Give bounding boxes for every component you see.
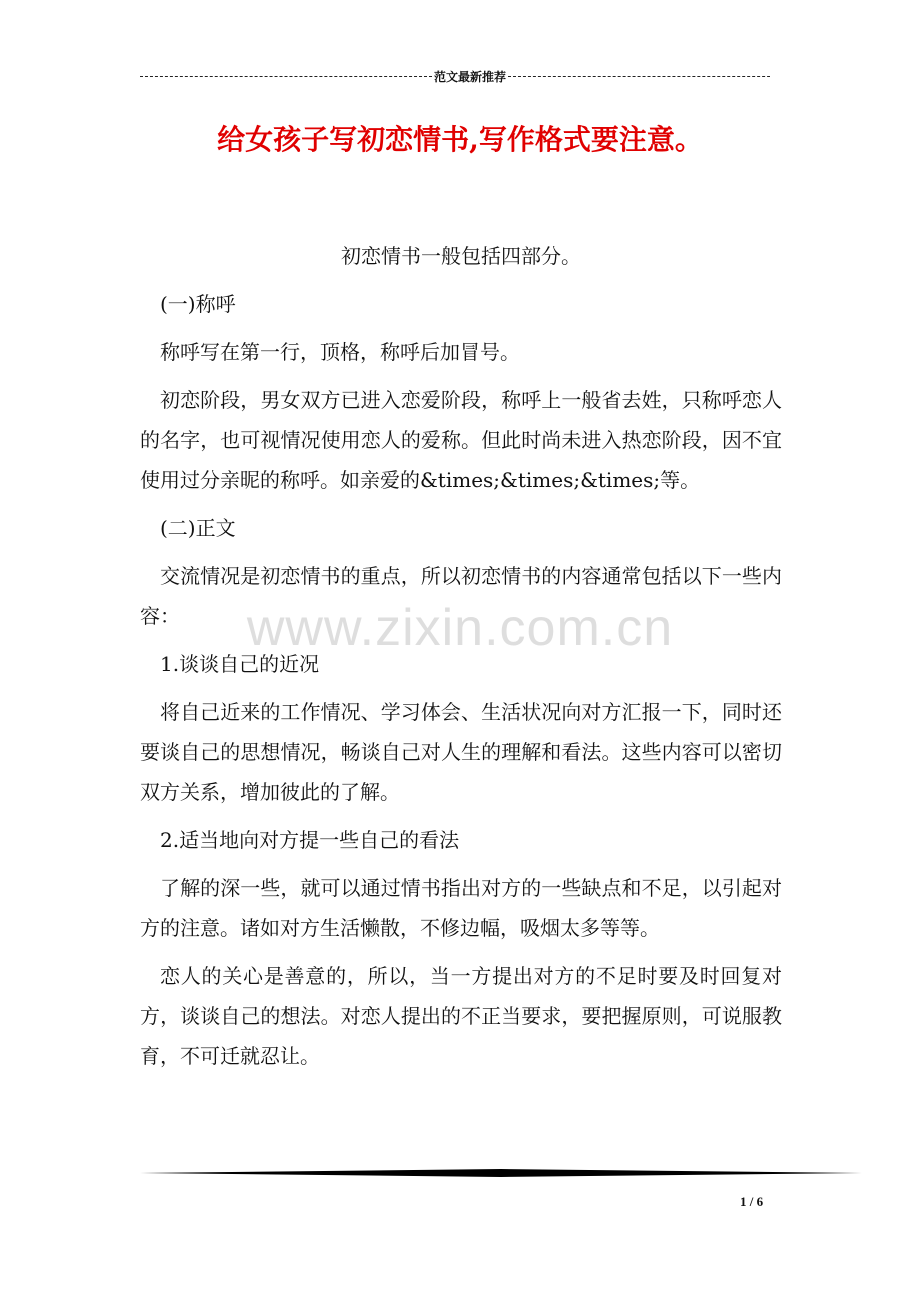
body-paragraph: 称呼写在第一行，顶格，称呼后加冒号。 — [160, 340, 520, 364]
section-heading-salutation: (一)称呼 — [160, 292, 236, 316]
body-paragraph: 初恋阶段，男女双方已进入恋爱阶段，称呼上一般省去姓，只称呼恋人的名字，也可视情况使用恋人的爱称。但此时尚未进入热恋阶段，因不宜使用过分亲昵的称呼。如亲爱的&times;&times;&times;等。 — [140, 388, 782, 492]
body-paragraph: 将自己近来的工作情况、学习体会、生活状况向对方汇报一下，同时还要谈自己的思想情况，畅谈自己对人生的理解和看法。这些内容可以密切双方关系，增加彼此的了解。 — [140, 700, 782, 804]
page-number: 1 / 6 — [740, 1194, 764, 1209]
header-dash-right — [508, 76, 770, 77]
body-paragraph: 了解的深一些，就可以通过情书指出对方的一些缺点和不足，以引起对方的注意。诸如对方生活懒散，不修边幅，吸烟太多等等。 — [140, 876, 782, 940]
section-heading-body: (二)正文 — [160, 516, 236, 540]
header-label: 范文最新推荐 — [434, 70, 507, 84]
body-paragraph: 恋人的关心是善意的，所以，当一方提出对方的不足时要及时回复对方，谈谈自己的想法。对恋人提出的不正当要求，要把握原则，可说服教育，不可迁就忍让。 — [140, 964, 782, 1068]
subheading-opinions: 2.适当地向对方提一些自己的看法 — [160, 828, 460, 852]
document-body — [140, 236, 782, 1084]
header-dash-left — [140, 76, 432, 77]
watermark-text: www.zixin.com.cn — [246, 599, 674, 657]
subheading-recent-status: 1.谈谈自己的近况 — [160, 652, 320, 676]
header-rule — [140, 68, 770, 86]
document-title: 给女孩子写初恋情书,写作格式要注意。 — [217, 123, 703, 156]
intro-paragraph: 初恋情书一般包括四部分。 — [341, 244, 581, 268]
footer-divider — [140, 1169, 862, 1177]
body-paragraph: 交流情况是初恋情书的重点，所以初恋情书的内容通常包括以下一些内容： — [140, 564, 782, 628]
